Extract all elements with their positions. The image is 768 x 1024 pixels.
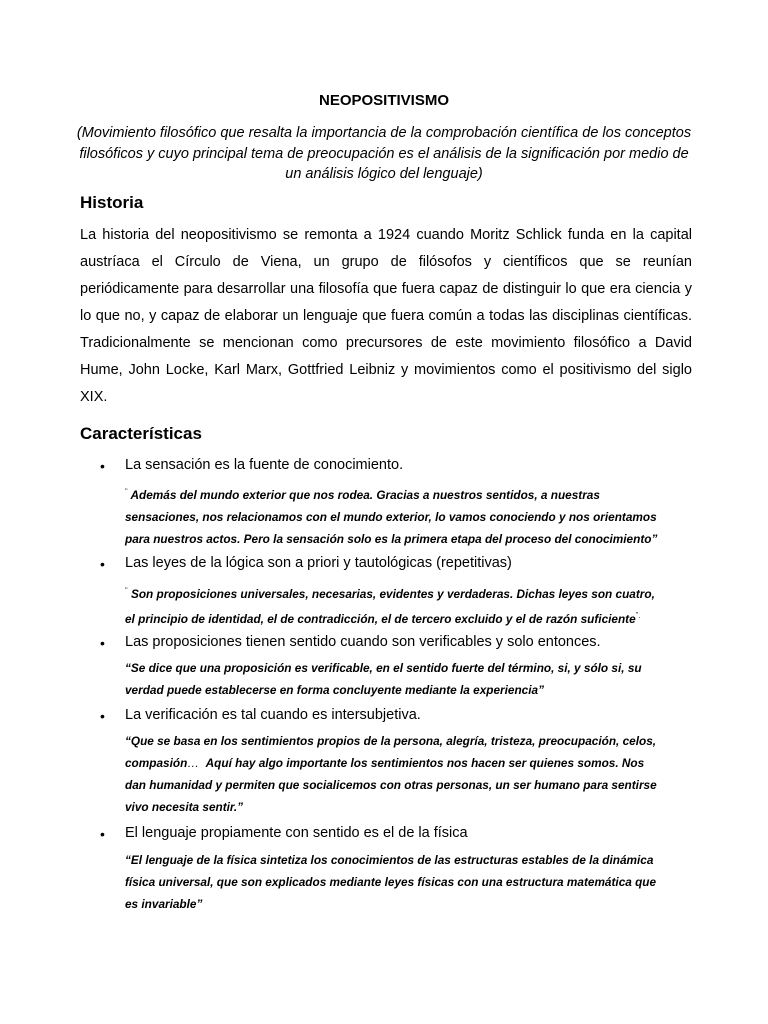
quote-line: el principio de identidad, el de contradicción, el de tercero excluido y el de razón suficiente”. [125,610,641,626]
list-item-text: Las leyes de la lógica son a priori y tautológicas (repetitivas) [125,555,512,571]
ellipsis-mark: … [187,756,200,770]
bullet-marker: • [100,826,105,842]
quote-line: compasión… Aquí hay algo importante los sentimientos nos hacen ser quienes somos. Nos [125,756,645,770]
quote-line: dan humanidad y permiten que socialicemos con otras personas, un ser humano para sentirse [125,778,657,792]
quote-line: verdad puede establecerse en forma concluyente mediante la experiencia” [125,683,544,697]
quote-open-mark: “ [125,487,128,496]
list-item-text: La verificación es tal cuando es intersubjetiva. [125,707,421,723]
historia-heading: Historia [80,193,144,212]
bullet-marker: • [100,635,105,651]
quote-line: es invariable” [125,897,203,911]
bullet-marker: • [100,556,105,572]
quote-line: física universal, que son explicados mediante leyes físicas con una estructura matemática que [125,875,657,889]
list-item-quote [125,849,705,915]
list-item-quote [125,657,705,701]
list-item-text: La sensación es la fuente de conocimiento. [125,457,404,473]
list-item-quote [125,481,705,550]
document-subtitle: (Movimiento filosófico que resalta la importancia de la comprobación científica de los conceptos filosóficos y cuyo principal tema de preocupación es el análisis de la significación por medio de un análisis lógico del lenguaje) [76,125,692,182]
bullet-marker: • [100,708,105,724]
quote-line: “ Son proposiciones universales, necesarias, evidentes y verdaderas. Dichas leyes son cuatro, [125,586,655,601]
caracteristicas-heading: Características [80,424,202,443]
historia-paragraph: La historia del neopositivismo se remonta a 1924 cuando Moritz Schlick funda en la capital austríaca el Círculo de Viena, un grupo de filósofos y científicos que se reunían periódicamente para desarrollar una filosofía que fuera capaz de distinguir lo que era ciencia y lo que no, y capaz de elaborar un lenguaje que fuera común a todas las disciplinas científicas. Tradicionalmente se mencionan como precursores de este movimiento filosófico a David Hume, John Locke, Karl Marx, Gottfried Leibniz y movimientos como el positivismo del siglo XIX. [80,227,692,405]
document-title: NEOPOSITIVISMO [318,92,450,109]
quote-line: “Se dice que una proposición es verificable, en el sentido fuerte del término, si, y sólo si, su [125,661,642,675]
quote-line: “ Además del mundo exterior que nos rodea. Gracias a nuestros sentidos, a nuestras [125,487,600,502]
quote-close-mark: ”. [635,610,641,620]
list-item-text: El lenguaje propiamente con sentido es el de la física [125,825,468,841]
quote-line: sensaciones, nos relacionamos con el mundo exterior, lo vamos conociendo y nos orientamos [125,509,657,524]
list-item-text: Las proposiciones tienen sentido cuando son verificables y solo entonces. [125,634,601,650]
quote-open-mark: “ [125,586,128,595]
quote-line: vivo necesita sentir.” [125,800,244,814]
list-item-quote [125,580,705,630]
quote-line: “Que se basa en los sentimientos propios de la persona, alegría, tristeza, preocupación, celos, [125,734,657,748]
quote-line: “El lenguaje de la física sintetiza los conocimientos de las estructuras estables de la dinámica [125,853,654,867]
quote-line: para nuestros actos. Pero la sensación solo es la primera etapa del proceso del conocimiento” [125,531,658,546]
bullet-marker: • [100,458,105,474]
list-item-quote [125,730,705,818]
